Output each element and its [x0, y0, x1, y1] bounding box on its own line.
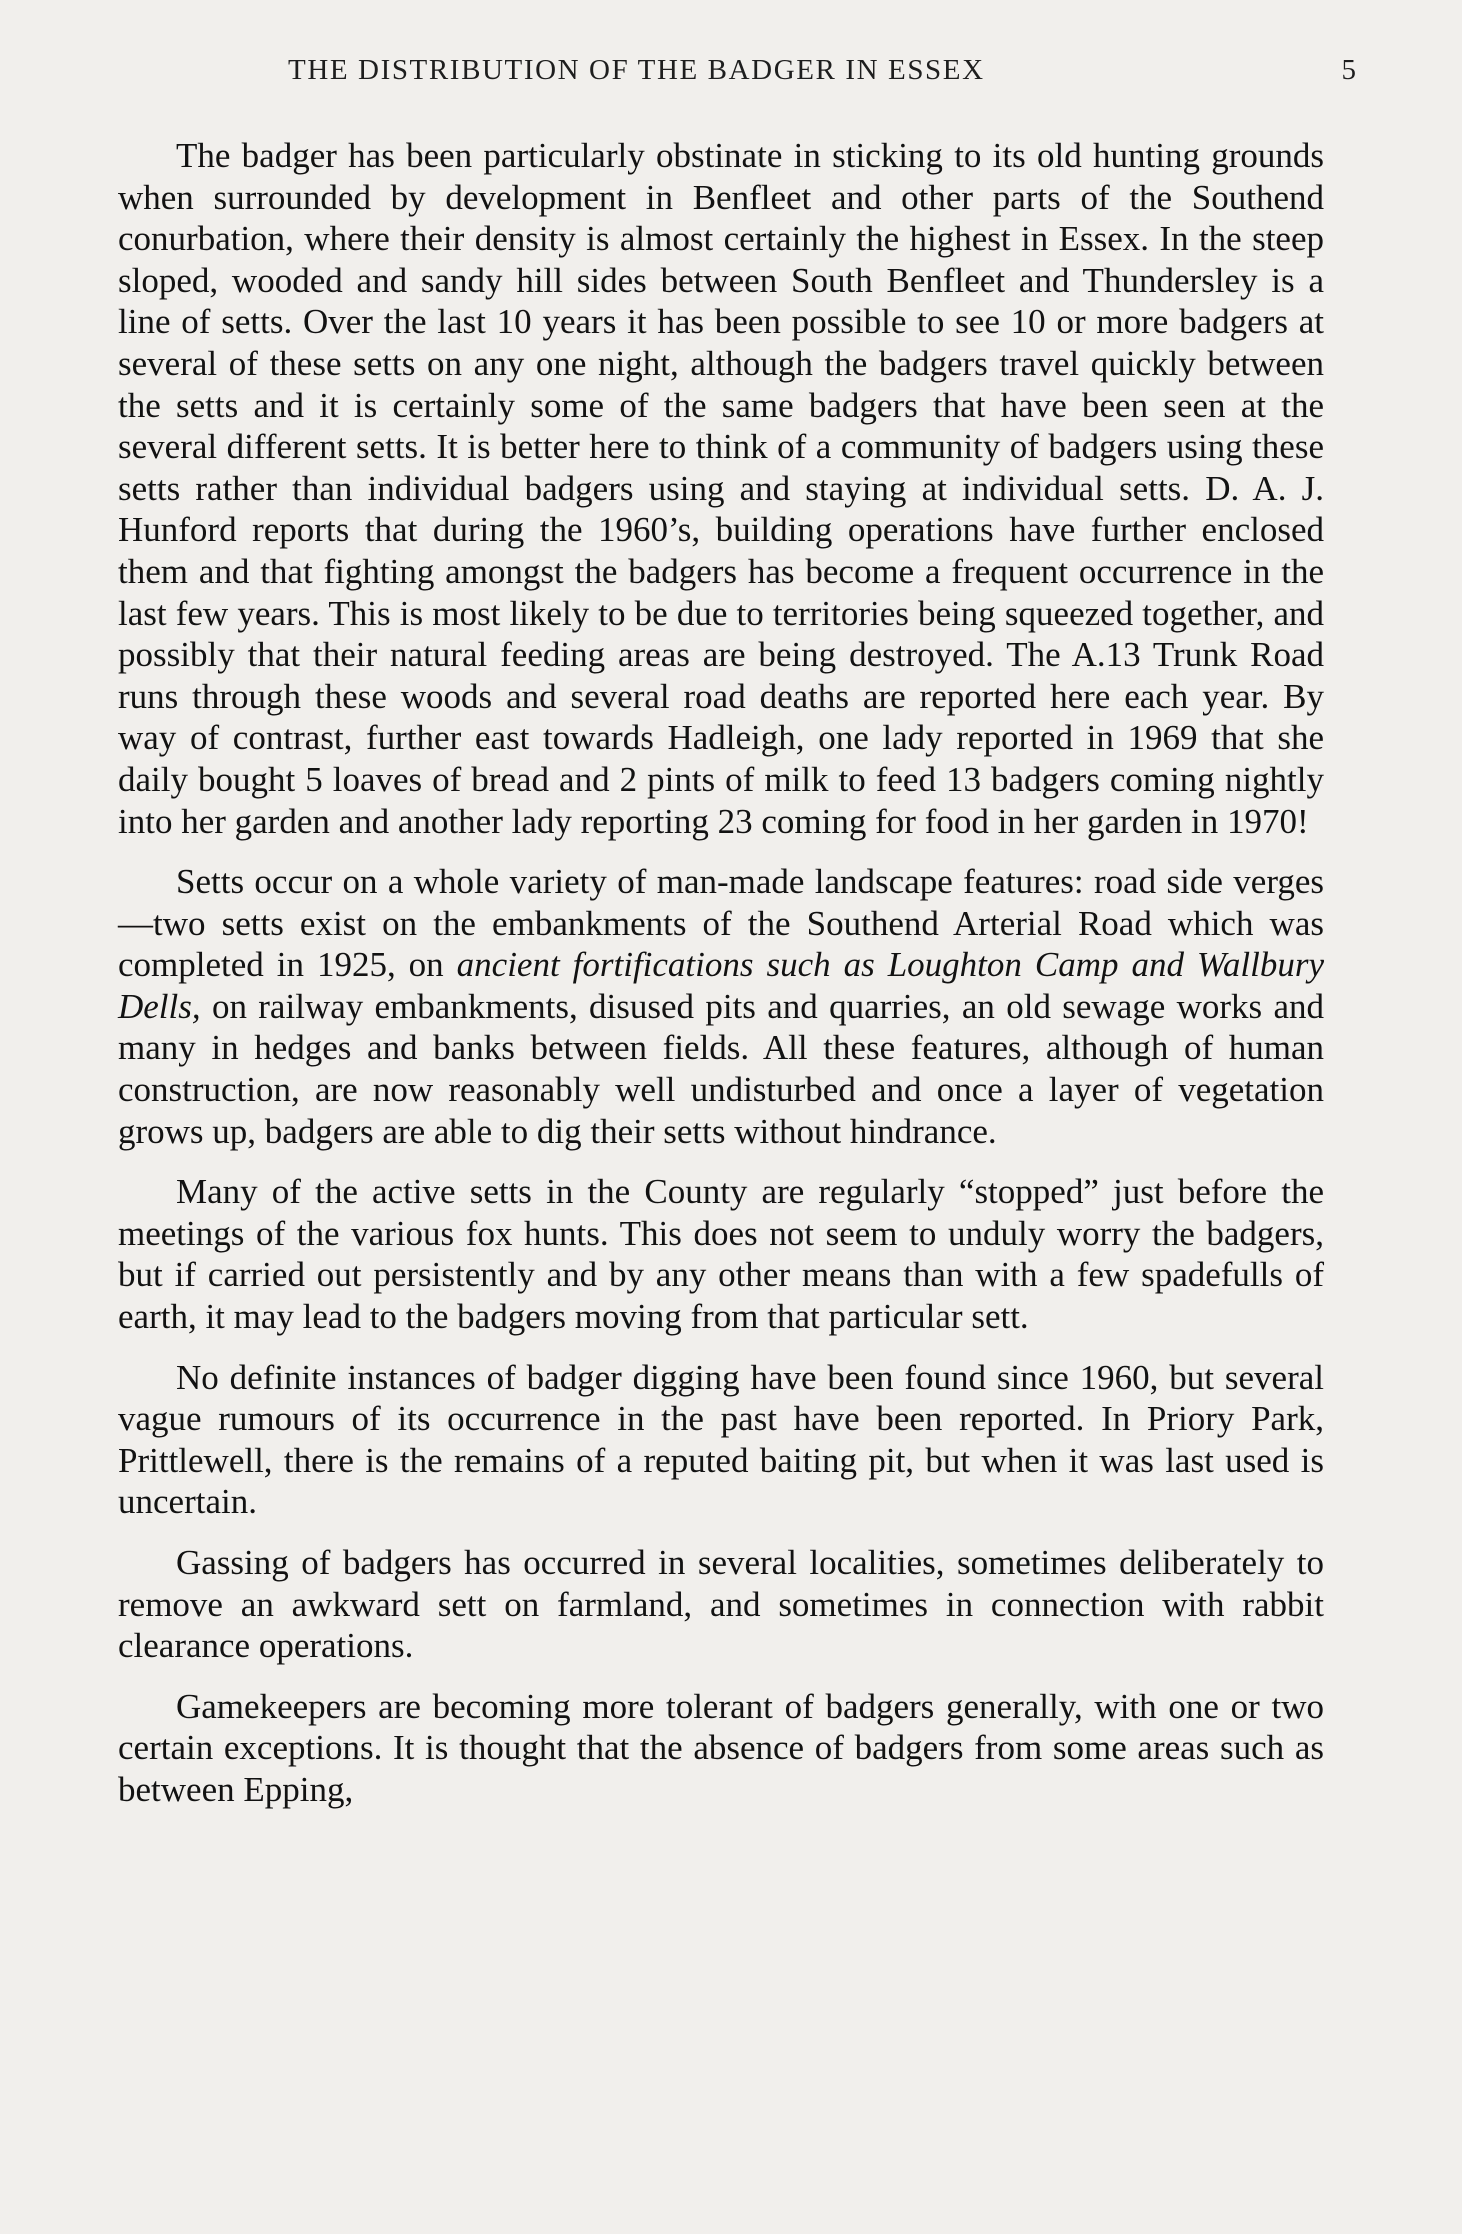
paragraph-text: Setts occur on a whole variety of man-made landscape features: road side verges—two setts exist on the embankments of the Southend Arterial Road which was completed in 1925, on [118, 862, 1324, 985]
paragraph-gamekeepers: Gamekeepers are becoming more tolerant of badgers generally, with one or two certain exceptions. It is thought that the absence of badgers from some areas such as between Epping, [118, 1686, 1324, 1809]
page-number: 5 [1341, 54, 1356, 86]
italic-phrase: ancient fortifications such as Loughton Camp and Wallbury Dells, [118, 945, 1324, 1026]
paragraph-stopped-setts: Many of the active setts in the County are regularly “stopped” just before the meetings of the various fox hunts. This does not seem to unduly worry the badgers, but if carried out persistently and by any other means than with a few spadefulls of earth, it may lead to the badgers moving from that particular sett. [118, 1172, 1324, 1337]
running-title: THE DISTRIBUTION OF THE BADGER IN ESSEX [288, 54, 985, 86]
paragraph-text: on railway embankments, disused pits and quarries, an old sewage works and many in hedges and banks between fields. All these features, although of human construction, are now reasonably well undisturbed and once a layer of vegetation grows up, badgers are able to dig their setts without hindrance. [118, 986, 1324, 1151]
paragraph-gassing: Gassing of badgers has occurred in several localities, sometimes deliberately to remove an awkward sett on farmland, and sometimes in connection with rabbit clearance operations. [118, 1543, 1324, 1666]
running-head [118, 54, 1356, 100]
paragraph-man-made-features [118, 861, 1324, 1152]
body-text [118, 135, 1324, 1811]
paragraph-badger-digging: No definite instances of badger digging have been found since 1960, but several vague rumours of its occurrence in the past have been reported. In Priory Park, Prittlewell, there is the remains of a reputed baiting pit, but when it was last used is uncertain. [118, 1357, 1324, 1522]
paragraph-benfleet-setts: The badger has been particularly obstinate in sticking to its old hunting grounds when surrounded by development in Benfleet and other parts of the Southend conurbation, where their density is almost certainly the highest in Essex. In the steep sloped, wooded and sandy hill sides between South Benfleet and Thundersley is a line of setts. Over the last 10 years it has been possible to see 10 or more badgers at several of these setts on any one night, although the badgers travel quickly between the setts and it is certainly some of the same badgers that have been seen at the several different setts. It is better here to think of a community of badgers using these setts rather than individual badgers using and staying at individual setts. D. A. J. Hunford reports that during the 1960’s, building operations have further enclosed them and that fighting amongst the badgers has become a frequent occurrence in the last few years. This is most likely to be due to territories being squeezed together, and possibly that their natural feeding areas are being destroyed. The A.13 Trunk Road runs through these woods and several road deaths are reported here each year. By way of contrast, further east towards Hadleigh, one lady reported in 1969 that she daily bought 5 loaves of bread and 2 pints of milk to feed 13 badgers coming nightly into her garden and another lady reporting 23 coming for food in her garden in 1970! [118, 136, 1324, 841]
